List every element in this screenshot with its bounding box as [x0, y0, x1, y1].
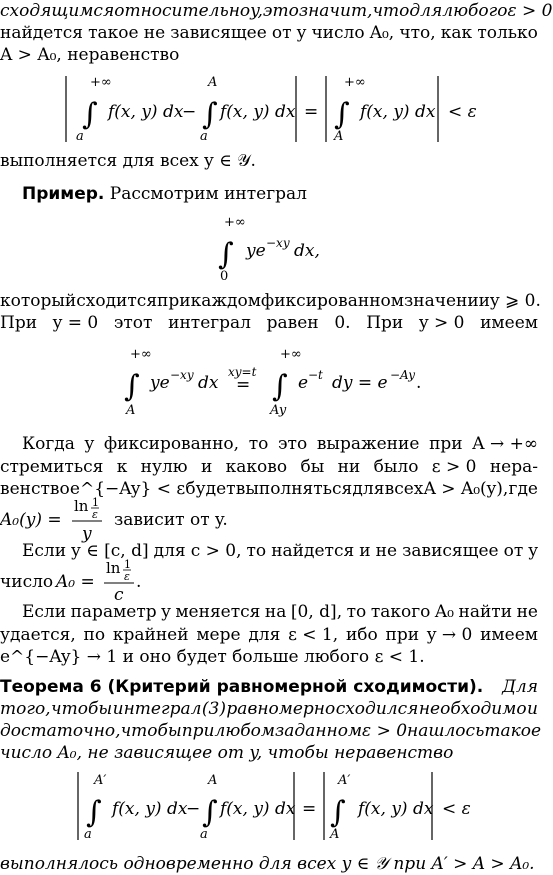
word: это — [262, 1, 299, 21]
svg-text:a: a — [76, 129, 84, 144]
text-line-15 — [0, 624, 538, 646]
word: такое — [484, 721, 542, 741]
svg-text:+∞: +∞ — [224, 215, 246, 230]
word: значении — [403, 291, 491, 311]
text-line-3: A > A₀, неравенство — [0, 45, 180, 65]
word: y, — [250, 1, 263, 21]
svg-text:∫: ∫ — [330, 795, 346, 830]
svg-text:+∞: +∞ — [344, 75, 366, 90]
word: c > 0, — [190, 541, 242, 561]
svg-text:A′: A′ — [94, 773, 107, 788]
svg-text:A: A — [334, 129, 344, 144]
example-line — [0, 183, 538, 205]
word: фиксированном — [260, 291, 404, 311]
word: A₀, — [369, 23, 395, 43]
word: этот — [113, 313, 153, 333]
svg-text:a: a — [84, 827, 92, 842]
svg-text:A₀(y) =: A₀(y) = — [0, 510, 62, 530]
word: A > A₀(y), — [423, 479, 509, 499]
word: при — [157, 291, 191, 311]
word: имеем — [480, 625, 538, 645]
word: 0. — [334, 313, 351, 333]
word: найдется — [0, 23, 83, 43]
word: и — [359, 541, 371, 561]
text-line-9 — [0, 456, 538, 478]
svg-text:a: a — [200, 129, 208, 144]
word: как — [440, 23, 473, 43]
text-line-2 — [0, 22, 538, 44]
text-line-8 — [0, 433, 538, 455]
svg-text:c: c — [114, 585, 124, 605]
svg-text:∫: ∫ — [272, 369, 288, 404]
word: не — [143, 23, 166, 43]
svg-text:dy = e: dy = e — [332, 373, 388, 393]
equation-cauchy-criterion — [72, 768, 492, 844]
svg-text:f(x, y) dx: f(x, y) dx — [360, 102, 436, 122]
svg-text:.: . — [416, 373, 422, 393]
word: не — [516, 602, 538, 622]
word: Если — [22, 602, 67, 622]
word: сходящимся — [0, 1, 115, 21]
word: того, — [0, 699, 51, 719]
word: каково — [225, 457, 288, 477]
svg-text:∫: ∫ — [334, 97, 350, 132]
word: A → +∞ — [472, 434, 538, 454]
word: не — [375, 541, 398, 561]
word: нера- — [489, 457, 538, 477]
word: такого — [370, 602, 431, 622]
svg-text:=: = — [304, 102, 319, 122]
word: это — [278, 434, 308, 454]
svg-text:∫: ∫ — [218, 237, 234, 272]
word: что, — [399, 23, 436, 43]
word: сходится — [76, 291, 158, 311]
svg-text:число: число — [0, 572, 54, 592]
word: заданном — [275, 721, 363, 741]
svg-text:A: A — [208, 773, 218, 788]
svg-text:dx: dx — [198, 373, 219, 393]
word: для — [248, 625, 281, 645]
word: ε > 0 — [362, 721, 408, 741]
word: по — [83, 625, 106, 645]
word: [0, d], — [290, 602, 343, 622]
word: параметр — [70, 602, 157, 622]
word: стремиться — [0, 457, 104, 477]
svg-text:A: A — [330, 827, 340, 842]
word: имеем — [480, 313, 538, 333]
svg-text:∫: ∫ — [124, 369, 140, 404]
word: сходился — [335, 699, 419, 719]
svg-text:Ay: Ay — [270, 403, 287, 418]
svg-text:xy=t: xy=t — [228, 365, 257, 379]
word: всех — [384, 479, 424, 499]
svg-text:=: = — [302, 799, 317, 819]
equation-a0-of-y — [0, 496, 300, 544]
svg-text:+∞: +∞ — [130, 347, 152, 362]
svg-text:f(x, y) dx: f(x, y) dx — [112, 799, 188, 819]
word: при — [181, 721, 215, 741]
svg-text:−xy: −xy — [266, 236, 290, 250]
word: такое — [88, 23, 139, 43]
word: чтобы — [120, 721, 182, 741]
word: выполняться — [235, 479, 353, 499]
svg-text:ε: ε — [124, 570, 130, 583]
word: При — [0, 313, 38, 333]
svg-text:∫: ∫ — [202, 795, 218, 830]
svg-text:y: y — [82, 524, 92, 544]
word: на — [264, 602, 287, 622]
svg-text:∫: ∫ — [86, 795, 102, 830]
word: ε < 1, — [288, 625, 339, 645]
theorem-text-start: Для — [502, 677, 538, 697]
theorem-label: Теорема 6 (Критерий равномерной сходимости). — [0, 677, 484, 697]
word: чтобы — [51, 699, 113, 719]
word: от — [503, 541, 524, 561]
word: будет — [185, 479, 236, 499]
svg-text:ε: ε — [92, 508, 98, 521]
text-line-last: выполнялось одновременно для всех y ∈ 𝒴 при A′ > A > A₀. — [0, 854, 535, 874]
word: то — [248, 434, 269, 454]
svg-text:∫: ∫ — [82, 97, 98, 132]
svg-text:ye: ye — [150, 373, 170, 393]
word: любого — [442, 1, 508, 21]
svg-text:f(x, y) dx: f(x, y) dx — [220, 102, 296, 122]
svg-text:A: A — [208, 75, 218, 90]
word: для — [352, 479, 385, 499]
word: y > 0 — [418, 313, 465, 333]
word: ε > 0 — [431, 457, 477, 477]
word: и — [200, 457, 213, 477]
word: ни — [337, 457, 361, 477]
svg-text:1: 1 — [124, 558, 131, 571]
word: достаточно, — [0, 721, 121, 741]
word: каждом — [190, 291, 261, 311]
word: нашлось — [407, 721, 485, 741]
word: y — [528, 541, 538, 561]
svg-text:−: − — [186, 799, 201, 819]
word: A₀ — [434, 602, 454, 622]
word: y — [84, 434, 95, 454]
svg-text:−xy: −xy — [170, 368, 194, 382]
word: y — [296, 23, 307, 43]
svg-text:ye: ye — [246, 241, 266, 261]
text-line-6 — [0, 290, 541, 312]
svg-text:A₀ =: A₀ = — [56, 572, 95, 592]
word: для — [409, 1, 443, 21]
word: бы — [300, 457, 325, 477]
word: удается, — [0, 625, 76, 645]
theorem-line-3 — [0, 720, 542, 742]
word: интеграл — [168, 313, 251, 333]
word: значит, — [298, 1, 373, 21]
word: при — [429, 434, 463, 454]
svg-text:< ε: < ε — [448, 102, 477, 122]
word: от — [271, 23, 292, 43]
theorem-line-4: число A₀, не зависящее от y, чтобы неравенство — [0, 743, 454, 763]
svg-text:+∞: +∞ — [280, 347, 302, 362]
word: мере — [196, 625, 241, 645]
word: что — [372, 1, 410, 21]
word: число — [311, 23, 365, 43]
svg-text:A: A — [126, 403, 136, 418]
svg-text:−: − — [182, 102, 197, 122]
word: необходимо — [418, 699, 527, 719]
word: меняется — [175, 602, 261, 622]
svg-text:dx,: dx, — [294, 241, 320, 261]
svg-text:ln: ln — [106, 559, 121, 577]
word: При — [366, 313, 404, 333]
word: было — [373, 457, 419, 477]
text-line-16: e^{−Ay} → 1 и оно будет больше любого ε < 1. — [0, 647, 425, 667]
svg-text:a: a — [200, 827, 208, 842]
word: y ∈ [c, d] — [71, 541, 149, 561]
word: крайней — [112, 625, 189, 645]
svg-text:f(x, y) dx: f(x, y) dx — [220, 799, 296, 819]
equation-uniform-criterion — [60, 72, 490, 144]
word: венство — [0, 479, 70, 499]
word: к — [116, 457, 128, 477]
svg-text:+∞: +∞ — [90, 75, 112, 90]
svg-text:−t: −t — [308, 368, 323, 382]
equation-example-integral — [214, 210, 344, 284]
word: Если — [22, 541, 67, 561]
svg-text:−Ay: −Ay — [390, 368, 416, 382]
word: то — [246, 541, 267, 561]
equation-a0-const — [0, 558, 200, 604]
word: только — [477, 23, 538, 43]
word: y — [161, 602, 171, 622]
svg-text:f(x, y) dx: f(x, y) dx — [358, 799, 434, 819]
word: найдется — [271, 541, 355, 561]
svg-text:.: . — [136, 572, 142, 592]
equation-example-substitution — [120, 342, 440, 418]
word: найти — [458, 602, 513, 622]
svg-text:f(x, y) dx: f(x, y) dx — [108, 102, 184, 122]
word: зависящее — [170, 23, 267, 43]
svg-text:∫: ∫ — [202, 97, 218, 132]
word: при — [385, 625, 420, 645]
text-line-4: выполняется для всех y ∈ 𝒴. — [0, 151, 256, 171]
word: для — [153, 541, 186, 561]
example-label: Пример. — [22, 184, 105, 204]
theorem-line-1 — [0, 676, 538, 698]
svg-text:ln: ln — [74, 497, 89, 515]
svg-text:0: 0 — [220, 269, 229, 284]
word: ибо — [345, 625, 378, 645]
word: y ⩾ 0. — [490, 291, 541, 311]
word: выражение — [316, 434, 420, 454]
svg-text:=: = — [236, 375, 251, 395]
word: равен — [266, 313, 319, 333]
word: (3) — [201, 699, 226, 719]
word: то — [346, 602, 367, 622]
word: который — [0, 291, 77, 311]
svg-text:1: 1 — [92, 496, 99, 509]
word: где — [508, 479, 538, 499]
word: относительно — [114, 1, 251, 21]
theorem-line-2 — [0, 698, 538, 720]
svg-text:зависит от y.: зависит от y. — [114, 510, 228, 530]
text-line-1 — [0, 0, 553, 22]
word: y → 0 — [426, 625, 473, 645]
svg-text:A′: A′ — [338, 773, 351, 788]
word: нулю — [140, 457, 188, 477]
text-line-14 — [0, 601, 538, 623]
word: фиксированно, — [103, 434, 240, 454]
svg-text:< ε: < ε — [442, 799, 471, 819]
svg-text:e: e — [298, 373, 309, 393]
word: интеграл — [112, 699, 202, 719]
word: равномерно — [226, 699, 336, 719]
word: e^{−Ay} < ε — [69, 479, 186, 499]
example-text: Рассмотрим интеграл — [109, 184, 307, 204]
text-line-7 — [0, 312, 538, 334]
word: и — [527, 699, 538, 719]
word: Когда — [22, 434, 75, 454]
word: любом — [214, 721, 275, 741]
word: зависящее — [402, 541, 499, 561]
word: y = 0 — [52, 313, 99, 333]
word: ε > 0 — [507, 1, 553, 21]
